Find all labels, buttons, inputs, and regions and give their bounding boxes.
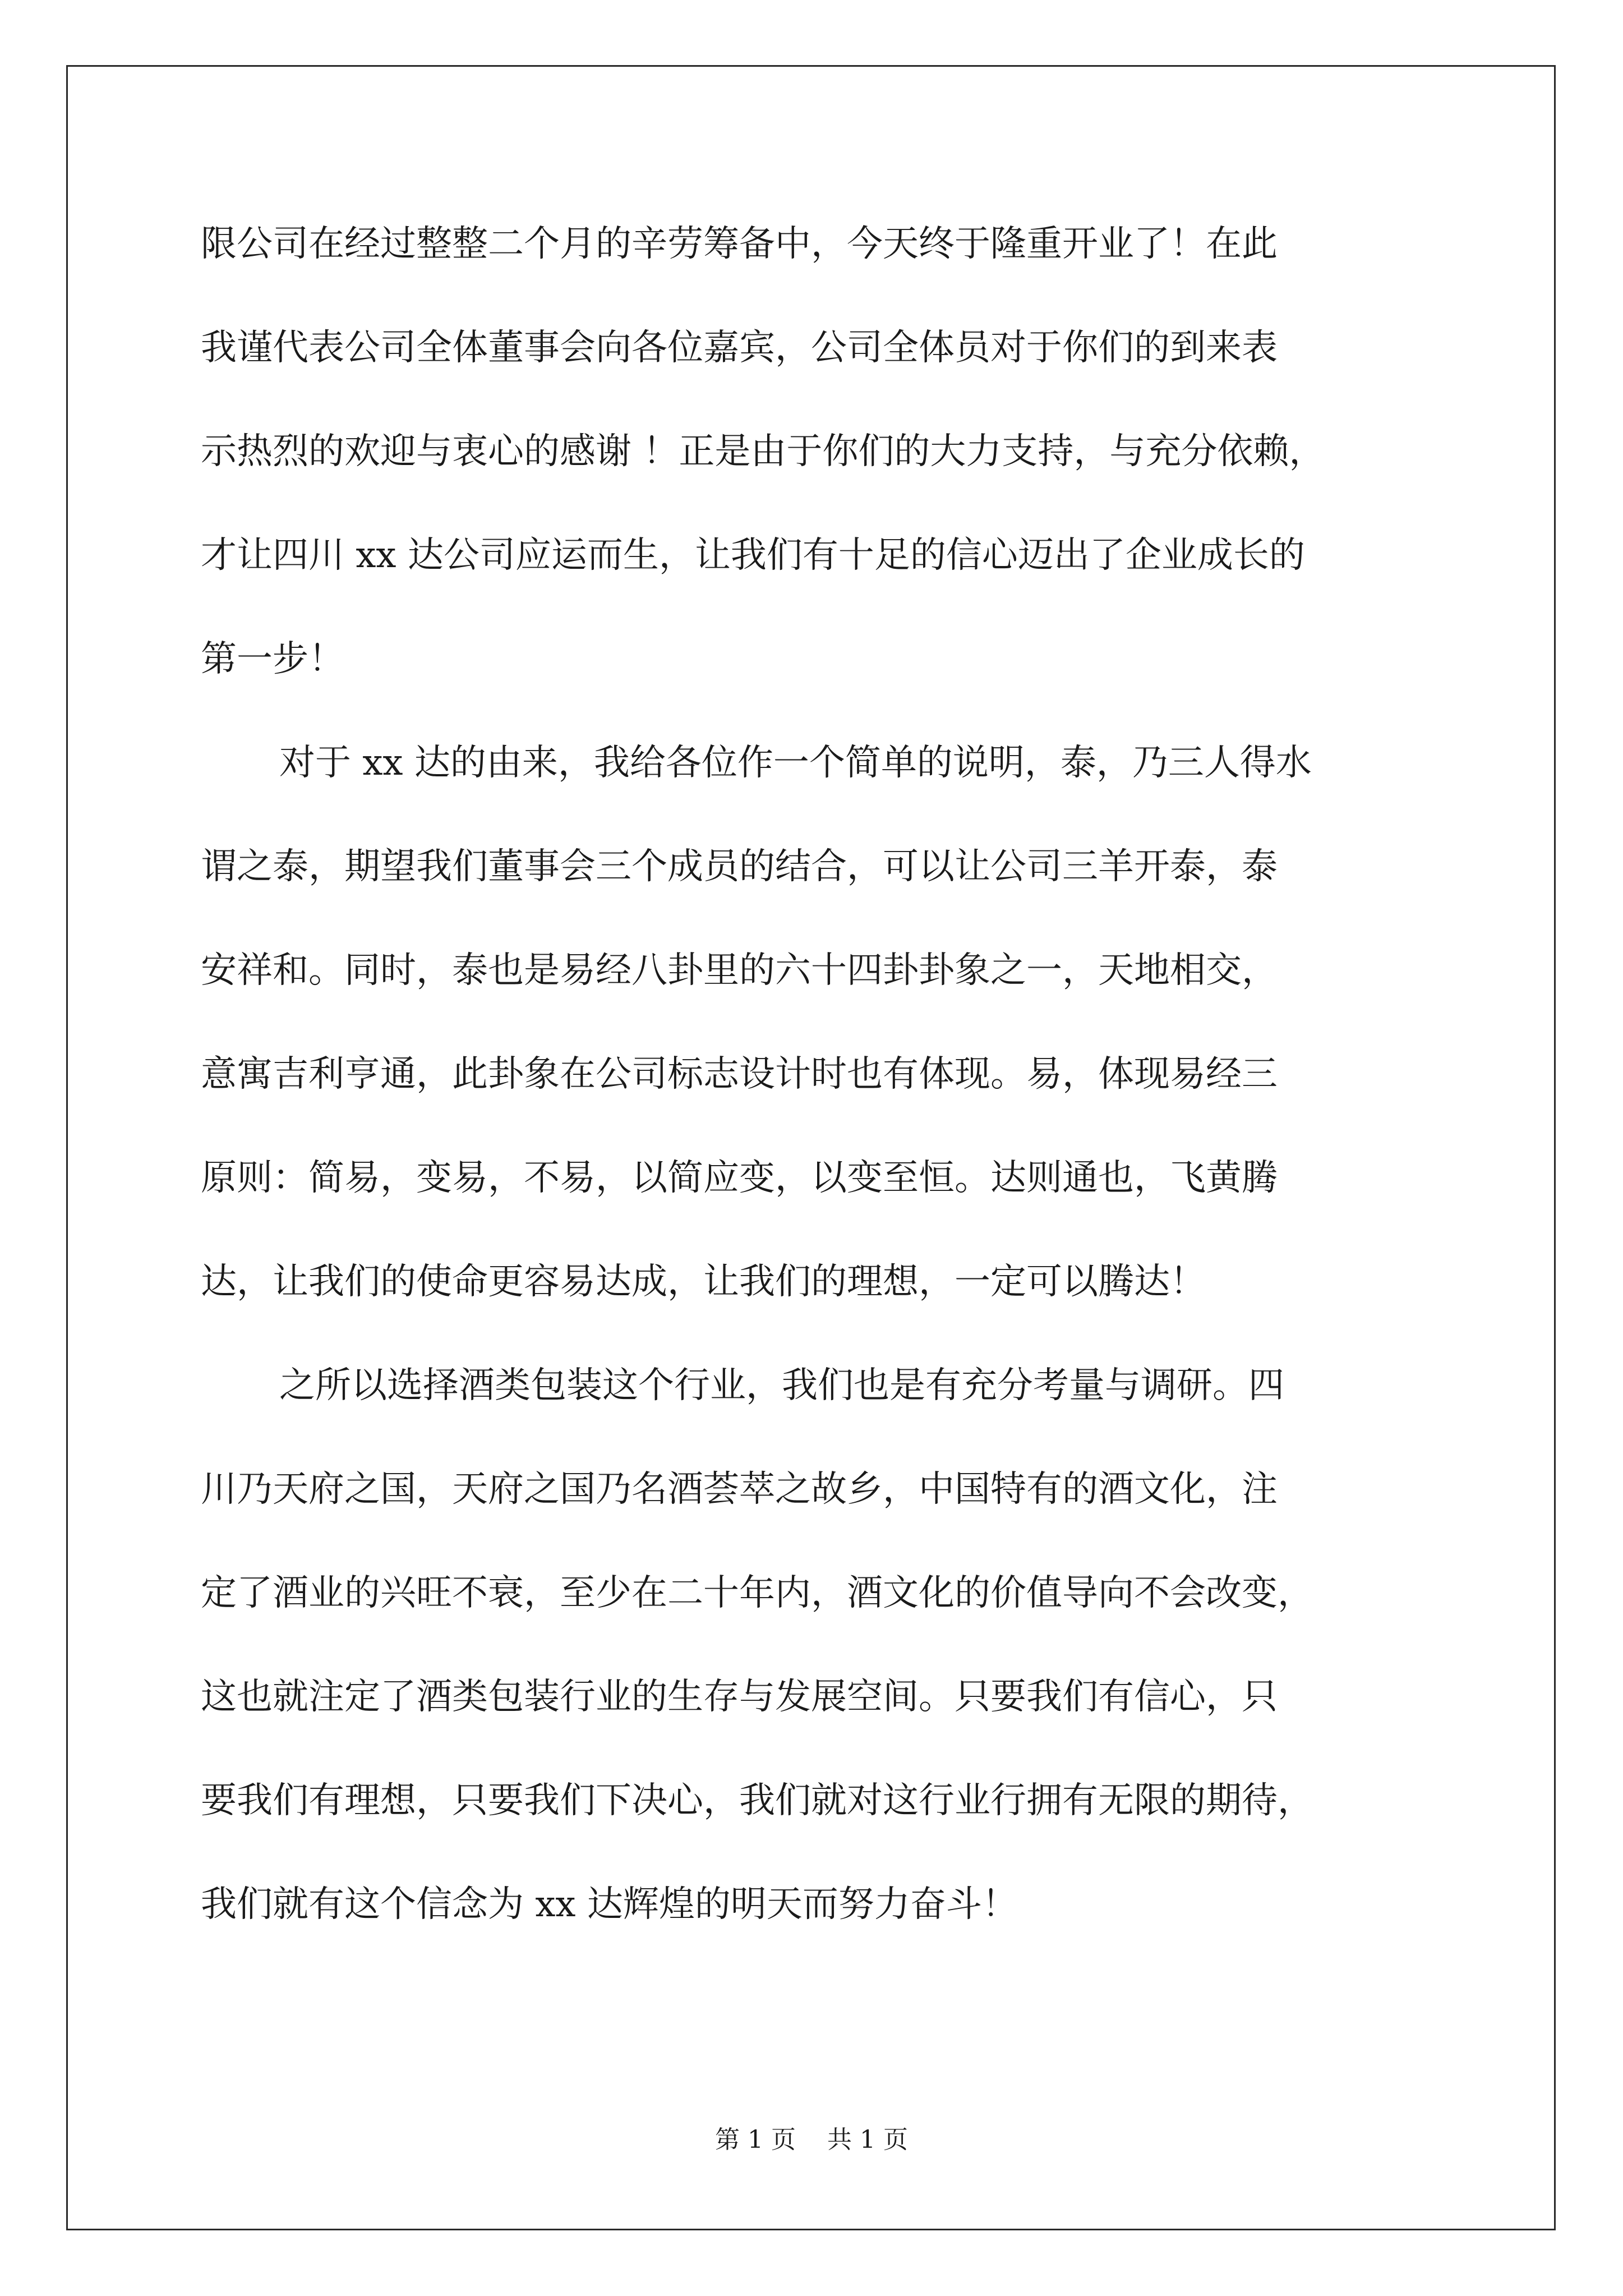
paragraph-first-line: 对于 xx 达的由来，我给各位作一个简单的说明，泰，乃三人得水 [279,742,1312,784]
page-footer [0,2123,1623,2157]
text-line: 川乃天府之国，天府之国乃名酒荟萃之故乡，中国特有的酒文化，注 [201,1469,1278,1510]
text-line: 定了酒业的兴旺不衰，至少在二十年内，酒文化的价值导向不会改变， [201,1572,1313,1614]
text-line: 示热烈的欢迎与衷心的感谢 ！正是由于你们的大力支持，与充分依赖， [201,431,1325,472]
text-line: 才让四川 xx 达公司应运而生，让我们有十足的信心迈出了企业成长的 [201,535,1305,576]
text-line: 限公司在经过整整二个月的辛劳筹备中，今天终于隆重开业了！在此 [201,223,1278,265]
paragraph-first-line: 之所以选择酒类包装这个行业，我们也是有充分考量与调研。四 [279,1365,1284,1406]
text-line: 原则：简易，变易，不易，以简应变，以变至恒。达则通也，飞黄腾 [201,1157,1278,1199]
text-line: 意寓吉利亨通，此卦象在公司标志设计时也有体现。易，体现易经三 [201,1053,1278,1095]
text-line: 谓之泰，期望我们董事会三个成员的结合，可以让公司三羊开泰，泰 [201,846,1278,887]
text-line: 安祥和。同时，泰也是易经八卦里的六十四卦卦象之一，天地相交， [201,950,1278,991]
text-line: 要我们有理想，只要我们下决心，我们就对这行业行拥有无限的期待， [201,1780,1313,1821]
text-line: 达，让我们的使命更容易达成，让我们的理想，一定可以腾达！ [201,1261,1206,1303]
page-number: 第 1 页 [715,2125,796,2154]
page-count: 共 1 页 [827,2125,908,2154]
text-line: 第一步！ [201,638,344,680]
text-line: 我谨代表公司全体董事会向各位嘉宾，公司全体员对于你们的到来表 [201,327,1278,369]
text-line: 我们就有这个信念为 xx 达辉煌的明天而努力奋斗！ [201,1884,1018,1925]
text-line: 这也就注定了酒类包装行业的生存与发展空间。只要我们有信心，只 [201,1676,1278,1718]
